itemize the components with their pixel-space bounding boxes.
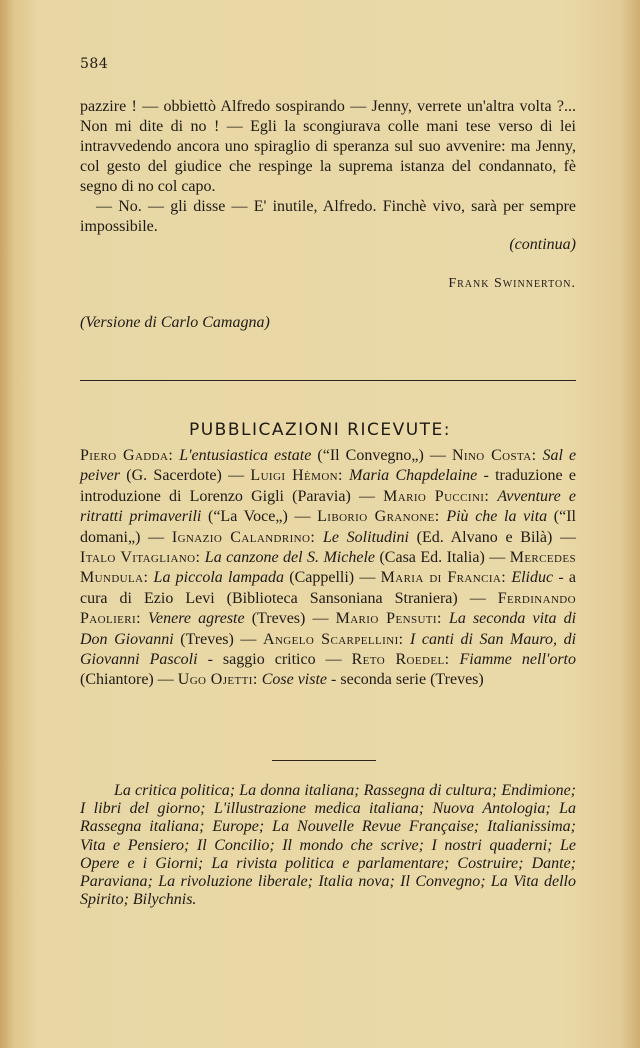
publication-author: Angelo Scarpellini: xyxy=(262,630,404,648)
section-divider xyxy=(80,380,576,381)
publication-info: (Treves) xyxy=(180,630,234,648)
publication-author: Italo Vitagliano: xyxy=(80,549,201,567)
publications-heading: PUBBLICAZIONI RICEVUTE: xyxy=(188,420,452,440)
publication-title: Maria Chapdelaine xyxy=(349,467,478,485)
story-paragraph: pazzire ! — obbiettò Alfredo sospirando — Jenny, verrete un'altra volta ?... Non mi dite di no ! — Egli la scongiurava colle mani tese verso di lei intravvedendo ancora uno spiraglio di speranza sul suo avvenire: ma Jenny, col gesto del giudice che respinge la suprema istanza del condannato, fè segno di no col capo. xyxy=(80,98,576,195)
publication-author: Nino Costa: xyxy=(451,447,537,464)
publication-title: L'entusiastica estate xyxy=(179,447,312,464)
publication-info: (Casa Ed. Italia) xyxy=(379,549,485,567)
publication-author: Ferdinando Paolieri: xyxy=(80,589,576,628)
publication-author: Piero Gadda: xyxy=(80,447,174,464)
publication-info: (“Il domani„) xyxy=(80,508,576,546)
periodicals-list: La critica politica; La donna italiana; Rassegna di cultura; Endimione; I libri del giorno; L'illustrazione medica italiana; Nuova Antologia; La Rassegna italiana; Europe; La Nouvelle Revue Française; Italianissima; Vita e Pensiero; Il Concilio; Il mondo che scrive; I nostri quaderni; Le Opere e i Giorni; La rivista politica e parlamentare; Costruire; Dante; Paraviana; La rivoluzione liberale; Italia nova; Il Convegno; La Vita dello Spirito; Bilychnis. xyxy=(80,782,576,909)
publication-entry xyxy=(172,529,552,546)
publication-title: Le Solitudini xyxy=(322,528,409,546)
publication-info: - seconda serie (Treves) xyxy=(331,671,484,689)
publications-list: Piero Gadda: L'entusiastica estate (“Il Convegno„) — Nino Costa: Sal e peiver (G. Sacerdote) — Luigi Hèmon: Maria Chapdelaine - traduzione e introduzione di Lorenzo Gigli (Paravia) — Mario Puccini: Avventure e ritratti primaverili (“La Voce„) — Liborio Granone: Più che la vita (“Il domani„) — Ignazio Calandrino: Le Solitudini (Ed. Alvano e Bilà) — Italo Vitagliano: La canzone del S. Michele (Casa Ed. Italia) — Mercedes Mundula: La piccola lampada (Cappelli) — Maria di Francia: Eliduc - a cura di Ezio Levi (Biblioteca Sansoniana Straniera) — Ferdinando Paolieri: Venere agreste (Treves) — Mario Pensuti: La seconda vita di Don Giovanni (Treves) — Angelo Scarpellini: I canti di San Mauro, di Giovanni Pascoli - saggio critico — Reto Roedel: Fiamme nell'orto (Chiantore) — Ugo Ojetti: Cose viste - seconda serie (Treves) xyxy=(80,447,577,689)
publication-info: (“Il Convegno„) xyxy=(317,447,424,464)
publication-title: La piccola lampada xyxy=(153,569,285,587)
publication-title: La seconda vita di Don Giovanni xyxy=(80,610,577,648)
publication-author: Ugo Ojetti: xyxy=(177,671,258,689)
publication-author: Mercedes Mundula: xyxy=(80,549,577,587)
publication-info: (“La Voce„) xyxy=(207,508,288,526)
publication-title: I canti di San Mauro, di Giovanni Pascoli xyxy=(80,630,577,669)
publication-author: Reto Roedel: xyxy=(351,651,450,669)
publication-info: (Ed. Alvano e Bilà) xyxy=(416,528,553,546)
publication-author: Liborio Granone: xyxy=(317,508,440,526)
publication-info: (Cappelli) xyxy=(289,569,355,587)
publication-info: (Chiantore) xyxy=(80,671,154,689)
story-paragraph: — No. — gli disse — E' inutile, Alfredo. Finchè vivo, sarà per sempre impossibile. xyxy=(80,198,576,235)
publication-title: Venere agreste xyxy=(148,610,245,628)
translation-note: (Versione di Carlo Camagna) xyxy=(80,314,270,331)
publication-info: - a cura di Ezio Levi (Biblioteca Sansoniana Straniera) xyxy=(80,569,576,607)
publication-title: Più che la vita xyxy=(446,508,548,526)
publication-info: (Treves) xyxy=(251,610,306,628)
short-divider xyxy=(272,760,376,761)
publication-info: - saggio critico xyxy=(207,651,316,669)
publication-entry xyxy=(80,447,424,464)
continued-note: (continua) xyxy=(509,236,576,253)
publication-author: Mario Puccini: xyxy=(383,487,490,505)
publication-title: La canzone del S. Michele xyxy=(204,549,376,567)
publication-entry xyxy=(80,549,485,566)
publication-title: Eliduc xyxy=(511,569,554,587)
story-text xyxy=(80,97,576,237)
publication-title: Sal e peiver xyxy=(80,447,577,485)
publication-title: Fiamme nell'orto xyxy=(459,651,576,669)
page-number: 584 xyxy=(80,56,109,72)
publication-author: Luigi Hèmon: xyxy=(250,467,343,485)
publication-author: Maria di Francia: xyxy=(380,569,507,587)
publication-title: Cose viste xyxy=(261,671,328,689)
publication-title: Avventure e ritratti primaverili xyxy=(80,487,577,526)
publication-info: - traduzione e introduzione di Lorenzo Gigli (Paravia) xyxy=(80,467,576,505)
publication-author: Ignazio Calandrino: xyxy=(171,528,316,546)
publication-info: (G. Sacerdote) xyxy=(126,467,222,485)
publication-entry xyxy=(178,671,484,688)
publication-author: Mario Pensuti: xyxy=(335,610,442,628)
story-author: Frank Swinnerton. xyxy=(448,276,576,291)
